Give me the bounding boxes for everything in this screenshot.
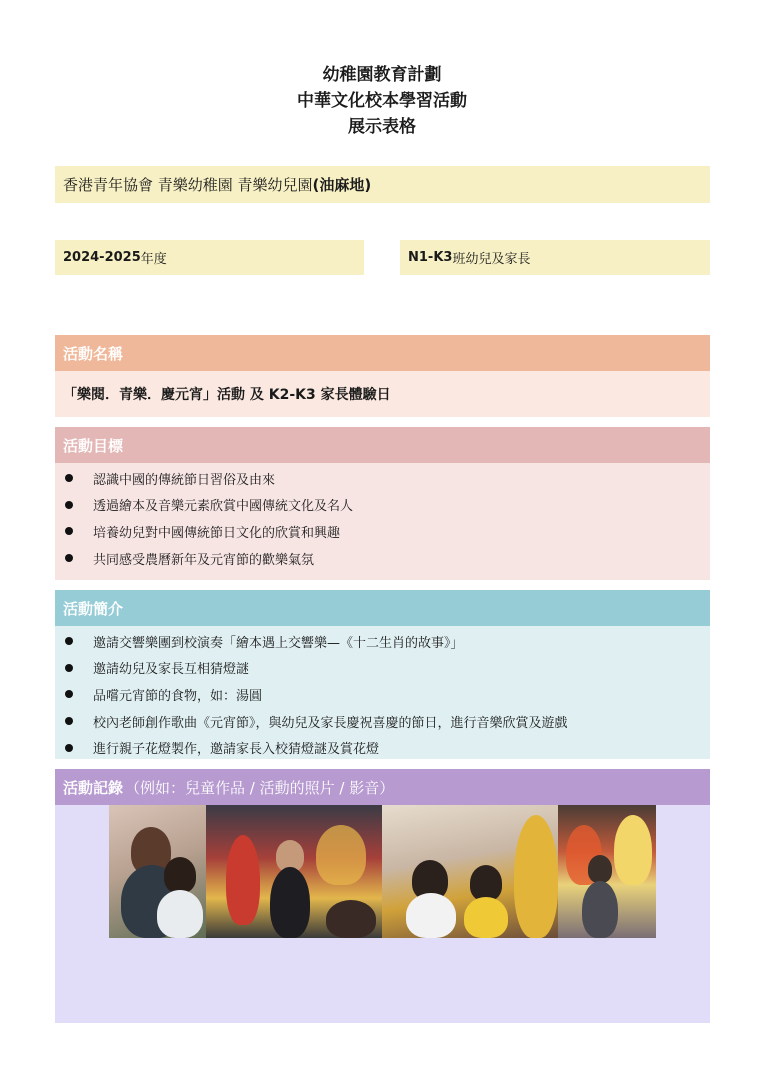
bullet-icon — [65, 717, 73, 725]
class-value: N1-K3 — [408, 250, 453, 265]
activity-photo-collage — [109, 805, 656, 938]
activity-name-value: 「樂閱．青樂．慶元宵」活動 及 K2-K3 家長體驗日 — [55, 371, 710, 417]
title-line-2: 中華文化校本學習活動 — [297, 91, 467, 111]
school-name-prefix: 香港青年協會 青樂幼稚園 青樂幼兒園 — [63, 176, 313, 194]
school-year-bar — [55, 240, 364, 275]
activity-name-heading: 活動名稱 — [55, 335, 710, 371]
intro-item — [55, 655, 710, 682]
intro-item-text: 邀請交響樂團到校演奏「繪本遇上交響樂—《十二生肖的故事》」 — [93, 635, 464, 651]
school-year-suffix: 年度 — [140, 252, 167, 267]
activity-goals-list — [55, 463, 710, 580]
goal-item — [55, 465, 710, 492]
school-name-bar — [55, 166, 710, 203]
bullet-icon — [65, 637, 73, 645]
intro-item — [55, 681, 710, 708]
activity-intro-list — [55, 626, 710, 759]
school-year-value: 2024-2025 — [63, 250, 141, 265]
intro-item-text: 進行親子花燈製作，邀請家長入校猜燈謎及賞花燈 — [93, 742, 380, 758]
activity-photo — [382, 805, 558, 938]
intro-item-text: 邀請幼兒及家長互相猜燈謎 — [93, 662, 250, 678]
bullet-icon — [65, 664, 73, 672]
goal-item — [55, 518, 710, 545]
bullet-icon — [65, 690, 73, 698]
goal-item — [55, 545, 710, 572]
class-suffix: 班幼兒及家長 — [452, 252, 531, 267]
activity-photo — [206, 805, 382, 938]
activity-goals-heading: 活動目標 — [55, 427, 710, 463]
bullet-icon — [65, 501, 73, 509]
goal-item-text: 共同感受農曆新年及元宵節的歡樂氣氛 — [93, 552, 315, 568]
intro-item — [55, 628, 710, 655]
bullet-icon — [65, 744, 73, 752]
title-line-1: 幼稚園教育計劃 — [322, 65, 442, 85]
class-bar — [400, 240, 710, 275]
activity-photo — [109, 805, 206, 938]
intro-item-text: 品嚐元宵節的食物，如：湯圓 — [93, 688, 263, 704]
activity-intro-heading: 活動簡介 — [55, 590, 710, 626]
bullet-icon — [65, 527, 73, 535]
activity-record-subtitle: （例如：兒童作品 / 活動的照片 / 影音） — [125, 778, 395, 797]
goal-item — [55, 492, 710, 519]
intro-item — [55, 708, 710, 735]
activity-record-title: 活動記錄 — [63, 778, 124, 797]
goal-item-text: 培養幼兒對中國傳統節日文化的欣賞和興趣 — [93, 525, 341, 541]
activity-photo — [558, 805, 656, 938]
intro-item — [55, 734, 710, 761]
activity-record-heading — [55, 769, 710, 805]
bullet-icon — [65, 474, 73, 482]
bullet-icon — [65, 554, 73, 562]
intro-item-text: 校內老師創作歌曲《元宵節》，與幼兒及家長慶祝喜慶的節日，進行音樂欣賞及遊戲 — [93, 715, 568, 731]
goal-item-text: 認識中國的傳統節日習俗及由來 — [93, 472, 276, 488]
title-line-3: 展示表格 — [348, 117, 416, 137]
goal-item-text: 透過繪本及音樂元素欣賞中國傳統文化及名人 — [93, 499, 354, 515]
school-name-suffix: (油麻地) — [312, 176, 372, 194]
